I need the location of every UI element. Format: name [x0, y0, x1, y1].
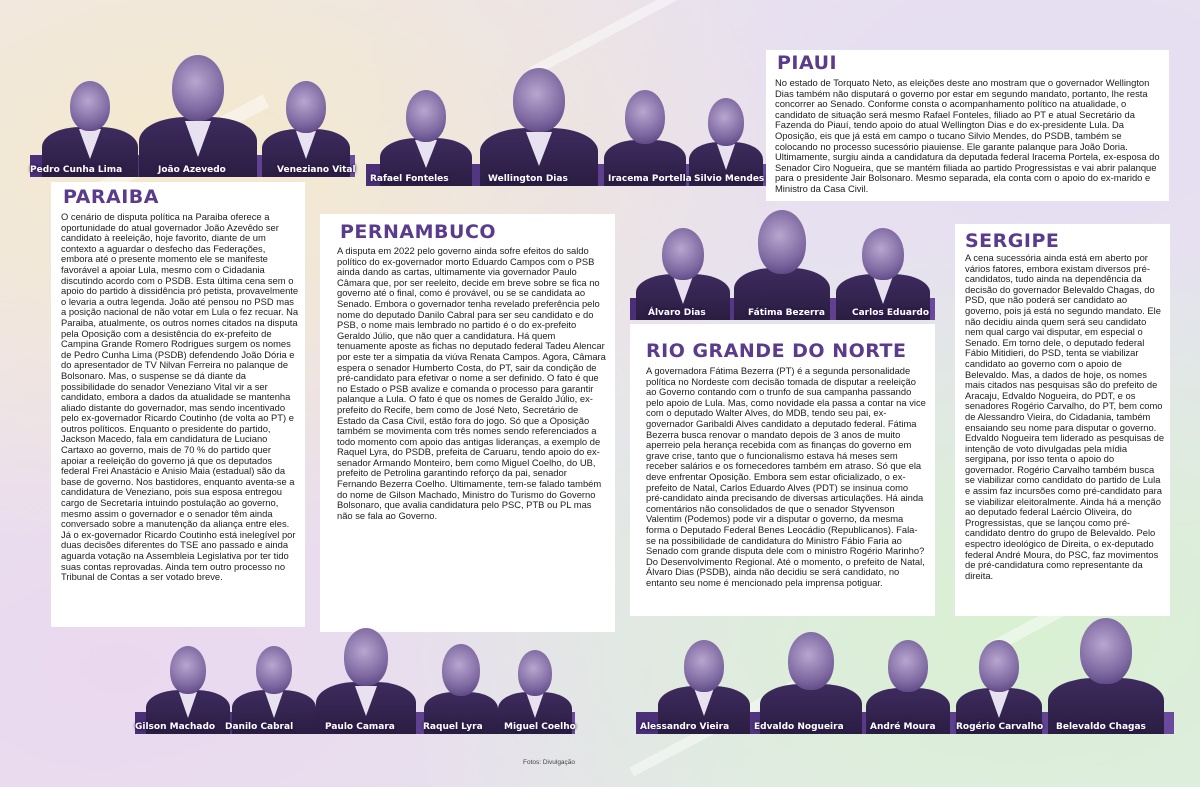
person-photo	[656, 630, 752, 734]
sergipe-person-name: Belevaldo Chagas	[1056, 722, 1146, 732]
pernambuco-person-name: Danilo Cabral	[225, 722, 294, 732]
person-photo	[1046, 610, 1166, 734]
piaui-person-name: Wellington Dias	[488, 174, 568, 184]
piaui-title: PIAUI	[777, 52, 838, 74]
paraiba-body-text: O cenário de disputa política na Paraiba oferece a oportunidade do atual governador João Azevêdo ser candidato à reeleição, hoje favorito, diante de um contexto a aguardar o desfecho das Federações, embora até o presente momento ele se manifeste favorável a apoiar Lula, mesmo com o Cidadania discutindo acordo com o PSDB. Esta última cena sem o apoio do partido à dissidência pró petista, provavelmente o levaria a outra legenda. João até pensou no PSD mas a posição nacional de não votar em Lula o fez recuar. Na Paraiba, atualmente, os outros nomes citados na disputa pela Oposição com a desistência do ex-prefeito de Campina Grande Romero Rodrigues surgem os nomes de Pedro Cunha Lima (PSDB) defendendo João Dória e do apresentador de TV Nilvan Ferreira no palanque de Bolsonaro. Mas, o suspense se dá diante da possibilidade do senador Veneziano Vital vir a ser candidato, embora a dados da atualidade se mantenha aliado distante do governador, mas sendo incentivado pelo ex-governador Ricardo Coutinho (de volta ao PT) e outros políticos. Enquanto o presidente do partido, Jackson Macedo, fala em candidatura de Luciano Cartaxo ao governo, mais de 70 % do partido quer apoiar a reeleição do governo já que os deputados federal Frei Anastácio e Anisio Maia (estadual) são da base de governo. Nos bastidores, enquanto aventa-se a candidatura de Veneziano, pois sua esposa entregou cargo de Secretaria intuindo postulação ao governo, mesmo assim o governador e o senador têm ainda conversado sobre a manutenção da aliança entre eles. Já o ex-governador Ricardo Coutinho está inelegível por duas decisões diferentes do TSE ano passado e ainda aguarda votação na Assembleia Legislativa por ter tido suas contas reprovadas. Ainda tem outro processo no Tribunal de Contas a ser votado breve.	[61, 211, 299, 583]
person-photo	[602, 82, 688, 186]
pernambuco-person-name: Miguel Coelho	[504, 722, 576, 732]
person-photo	[423, 640, 499, 734]
rgn-person-name: Fátima Bezerra	[748, 308, 825, 318]
pernambuco-body-text: A disputa em 2022 pelo governo ainda sofre efeitos do saldo político do ex-governador morto Eduardo Campos com o PSB ainda dando as cartas, ultimamente via governador Paulo Câmara que, por ser reeleito, decide em breve sobre se fica no governo até o final, como é provável, ou se se candidata ao Senado. Embora o governador tenha revelado preferência pelo nome do deputado Danilo Cabral para ser seu candidato e do PSB, o nome mais lembrado no partido é o do ex-prefeito Geraldo Júlio, que não quer a candidatura. Há quem tenuamente aposte as fichas no deputado federal Tadeu Alencar por este ter a simpatia da viúva Renata Campos. Agora, Câmara espera o senador Humberto Costa, do PT, sair da condição de pré-candidato para efetivar o nome a ser definido. O fato é que no Estado o PSB avalize e comanda o processo para garantir palanque a Lula. O fato é que os nomes de Geraldo Júlio, ex-prefeito do Recife, bem como de José Neto, Secretário de Estado da Casa Civil, estão fora do jogo. Só que a Oposição também se movimenta com três nomes sendo referenciados a todo momento com apoio das antigas lideranças, a exemplo de Raquel Lyra, do PSDB, prefeita de Caruaru, tendo apoio do ex-senador Armando Monteiro, bem como Miguel Coelho, do UB, prefeito de Petrolina garantindo reforço da pai, senador Fernando Bezerra Coelho. Ultimamente, tem-se falado também do nome de Gilson Machado, Ministro do Turismo do Governo Bolsonaro, que avalia candidatura pelo PSC, PTB ou PL mas não se fala ao Governo.	[337, 245, 606, 521]
person-photo	[864, 630, 952, 734]
sergipe-photo-strip	[636, 608, 1174, 734]
person-photo	[478, 60, 600, 186]
rgn-title: RIO GRANDE DO NORTE	[646, 340, 907, 362]
paraiba-person-name: João Azevedo	[158, 165, 226, 175]
person-photo	[834, 220, 932, 320]
pernambuco-person-name: Gilson Machado	[135, 722, 216, 732]
pernambuco-photo-strip	[135, 618, 575, 734]
person-photo	[378, 80, 474, 186]
person-photo	[688, 88, 764, 186]
paraiba-photo-strip	[30, 45, 355, 177]
photo-credit: Fotos: Divulgação	[523, 759, 576, 766]
rgn-person-name: Álvaro Dias	[648, 308, 706, 318]
person-photo	[145, 638, 231, 734]
person-photo	[315, 620, 417, 734]
person-photo	[231, 638, 317, 734]
sergipe-body-text: A cena sucessória ainda está em aberto por vários fatores, embora existam diversos pré-candidatos, tudo ainda na dependência da decisão do governador Belevaldo Chagas, do PSD, que não poderá ser candidato ao governo, pois já está no segundo mandato. Ele não decidiu ainda quem será seu candidato nem qual cargo vai disputar, em especial o Senado. Em torno dele, o deputado federal Fábio Mitidieri, do PSD, tenta se viabilizar candidato ao governo com o apoio de Belevaldo. Mas, a dados de hoje, os nomes mais citados nas pesquisas são do prefeito de Aracaju, Edvaldo Nogueira, do PDT, e os senadores Rogério Carvalho, do PT, bem como de Alessandro Vieira, do Cidadania, também ensaiando seu nome para disputar o governo. Edvaldo Nogueira tem liderado as pesquisas de intenção de voto divulgadas pela mídia sergipana, por isso tenta o apoio do governador. Rogério Carvalho também busca se viabilizar como candidato do partido de Lula e assim faz incursões como pré-candidato para se viabilizar eleitoralmente. Ainda há a menção ao deputado federal Laércio Oliveira, do Progressistas, que se lançou como pré-candidato dentro do grupo de Belevaldo. Pelo espectro ideológico de Direita, o ex-deputado federal André Moura, do PSC, faz movimentos de pré-candidatura como representante da direita.	[965, 252, 1165, 581]
rgn-photo-strip	[630, 200, 935, 320]
person-photo	[758, 624, 864, 734]
person-photo	[954, 630, 1044, 734]
pernambuco-person-name: Paulo Camara	[325, 722, 395, 732]
paraiba-title: PARAIBA	[63, 186, 159, 208]
piaui-person-name: Silvio Mendes	[694, 174, 765, 184]
person-photo	[732, 202, 832, 320]
piaui-body-text: No estado de Torquato Neto, as eleições deste ano mostram que o governador Wellington Dias também não disputará o governo por estar em segundo mandato, portanto, lhe resta concorrer ao Senado. Conforme consta o acompanhamento político na atualidade, o candidato de situação será mesmo Rafael Fonteles, filiado ao PT e atual Secretário da Fazenda do Piauí, tendo apoio do atual Wellington Dias e do ex-presidente Lula. Da Oposição, eis que já está em campo o tucano Silvio Mendes, do PSDB, também se colocando no processo sucessório piauiense. Ele garante palanque para João Doria. Ultimamente, surgiu ainda a candidatura da deputada federal Iracema Portela, ex-esposa do Senador Ciro Nogueira, que se mantém filiada ao partido Progressistas e vai abrir palanque para o presidente Jair Bolsonaro. Mesmo separada, ela conta com o apoio do ex-marido e Ministro da Casa Civil.	[775, 77, 1160, 194]
pernambuco-person-name: Raquel Lyra	[423, 722, 483, 732]
sergipe-title: SERGIPE	[965, 230, 1060, 252]
person-photo	[40, 67, 140, 177]
piaui-photo-strip	[366, 58, 766, 186]
rgn-person-name: Carlos Eduardo	[852, 308, 930, 318]
piaui-person-name: Iracema Portella	[608, 174, 692, 184]
sergipe-person-name: Alessandro Vieira	[640, 722, 730, 732]
sergipe-person-name: Rogério Carvalho	[956, 722, 1044, 732]
paraiba-person-name: Veneziano Vital	[277, 165, 356, 175]
person-photo	[634, 220, 732, 320]
paraiba-person-name: Pedro Cunha Lima	[30, 165, 123, 175]
sergipe-person-name: André Moura	[870, 722, 936, 732]
person-photo	[260, 69, 352, 177]
piaui-person-name: Rafael Fonteles	[370, 174, 449, 184]
sergipe-person-name: Edvaldo Nogueira	[754, 722, 844, 732]
pernambuco-title: PERNAMBUCO	[340, 221, 497, 243]
rgn-body-text: A governadora Fátima Bezerra (PT) é a segunda personalidade política no Nordeste com decisão tomada de disputar a reeleição ao Governo contando com o trunfo de sua campanha passando pelo apoio de Lula. Mas, como novidade ela passa a contar na vice com o deputado Walter Alves, do MDB, tendo seu pai, ex-governador Garibaldi Alves candidato a deputado federal. Fátima Bezerra busca renovar o mandato depois de 3 anos de muito aperreio pela herança recebida com as finanças do governo em grave crise, tanto que o funcionalismo estava há meses sem receber salários e os fornecedores também em atraso. Só que ela deve enfrentar Oposição. Embora sem estar oficializado, o ex-prefeito de Natal, Carlos Eduardo Alves (PDT) se insinua como pré-candidato ainda precisando de diversas articulações. Há ainda comentários não consolidados de que o senador Styvenson Valentim (Podemos) pode vir a disputar o governo, da mesma forma o Deputado Federal Benes Leocádio (Republicanos). Fala-se na possibilidade de candidatura do Ministro Fábio Faria ao Senado com grande disputa dele com o ministro Rogério Marinho? Do Desenvolvimento Regional. Até o momento, o prefeito de Natal, Álvaro Dias (PSDB), ainda não decidiu se será candidato, no entanto seu nome é mencionado pela imprensa potiguar.	[646, 365, 926, 588]
person-photo	[138, 49, 258, 177]
person-photo	[497, 642, 573, 734]
